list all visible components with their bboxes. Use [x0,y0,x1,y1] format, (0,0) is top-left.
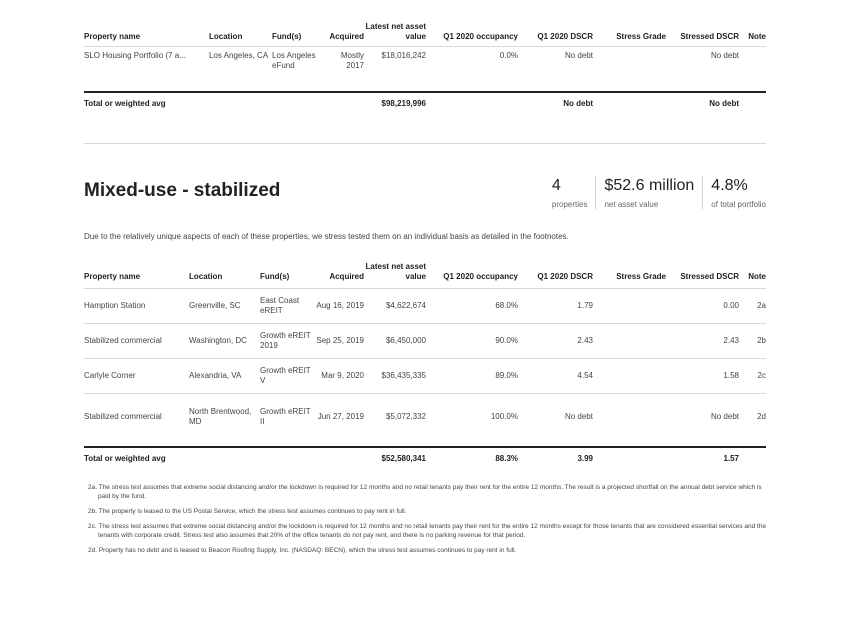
cell-acquired: Sep 25, 2019 [315,324,364,359]
table-row [84,47,766,93]
total-nav: $52,580,341 [381,454,427,463]
main-total-row [84,446,766,464]
cell-nav: $36,435,335 [364,359,426,394]
col-nav: Latest net asset value [365,262,426,281]
col-occupancy: Q1 2020 occupancy [443,272,518,281]
total-occupancy: 88.3% [495,454,519,463]
cell-funds: Growth eREIT 2019 [260,324,315,359]
page [84,0,766,622]
section-stats [552,176,766,209]
col-stressed-dscr: Stressed DSCR [680,272,739,281]
cell-dscr: No debt [518,394,593,441]
table-row [84,359,766,394]
stat-net-asset-value [595,176,702,209]
cell-name: Carlyle Corner [84,359,189,394]
cell-name: Stabilized commercial [84,394,189,441]
stat-label: of total portfolio [711,200,766,209]
cell-funds: Los Angeles eFund [272,47,322,93]
cell-occupancy: 100.0% [426,394,518,441]
col-property-name: Property name [84,272,141,281]
top-table-header [84,22,766,47]
cell-dscr: 4.54 [518,359,593,394]
table-row [84,324,766,359]
stat-portfolio-share [702,176,766,209]
cell-occupancy: 89.0% [426,359,518,394]
cell-occupancy: 90.0% [426,324,518,359]
top-property-table [84,22,766,92]
col-note: Note [748,32,766,41]
total-nav: $98,219,996 [381,99,427,108]
cell-stressed-dscr: 0.00 [666,289,739,324]
cell-occupancy: 0.0% [426,47,518,93]
cell-dscr: 1.79 [518,289,593,324]
col-occupancy: Q1 2020 occupancy [443,32,518,41]
footnote-2d: 2d. Property has no debt and is leased to Beacon Roofing Supply, Inc. (NASDAQ: BECN), which the stress test assumes continues to pay rent in full. [88,547,517,554]
cell-location: North Brentwood, MD [189,394,260,441]
total-dscr: No debt [563,99,594,108]
cell-location: Washington, DC [189,324,260,359]
cell-name: Stabilized commercial [84,324,189,359]
section-divider [84,143,766,144]
cell-stress-grade [593,359,666,394]
mixed-use-property-table [84,262,766,440]
cell-location: Los Angeles, CA [209,47,272,93]
total-label: Total or weighted avg [84,454,166,463]
cell-dscr: No debt [518,47,593,93]
cell-note: 2b [739,324,766,359]
footnote-2b: 2b. The property is leased to the US Postal Service, which the stress test assumes continues to pay rent in full. [88,508,407,515]
cell-acquired: Mostly 2017 [322,47,364,93]
col-dscr: Q1 2020 DSCR [537,272,593,281]
cell-funds: Growth eREIT V [260,359,315,394]
stat-label: net asset value [604,200,659,209]
stat-properties [552,176,596,209]
section-title: Mixed-use - stabilized [84,180,281,201]
cell-location: Greenville, SC [189,289,260,324]
col-stress-grade: Stress Grade [616,32,666,41]
table-row [84,289,766,324]
cell-name: SLO Housing Portfolio (7 a... [84,47,209,93]
stat-value: 4 [551,177,561,194]
cell-acquired: Aug 16, 2019 [315,289,364,324]
total-stressed-dscr: No debt [709,99,740,108]
col-location: Location [209,32,243,41]
cell-stress-grade [593,289,666,324]
section-description: Due to the relatively unique aspects of each of these properties, we stress tested them on an individual basis as detailed in the footnotes. [84,232,569,241]
cell-dscr: 2.43 [518,324,593,359]
cell-nav: $4,622,674 [364,289,426,324]
cell-nav: $5,072,332 [364,394,426,441]
cell-stress-grade [593,394,666,441]
cell-acquired: Jun 27, 2019 [315,394,364,441]
cell-note: 2a [739,289,766,324]
cell-stress-grade [593,324,666,359]
cell-occupancy: 68.0% [426,289,518,324]
stat-label: properties [551,200,588,209]
cell-funds: East Coast eREIT [260,289,315,324]
total-dscr: 3.99 [577,454,594,463]
cell-stress-grade [593,47,666,93]
cell-stressed-dscr: No debt [666,47,739,93]
col-acquired: Acquired [329,272,364,281]
col-funds: Fund(s) [272,32,302,41]
col-location: Location [189,272,223,281]
col-property-name: Property name [84,32,141,41]
col-dscr: Q1 2020 DSCR [537,32,593,41]
stat-value: $52.6 million [604,177,695,194]
col-acquired: Acquired [329,32,364,41]
total-stressed-dscr: 1.57 [723,454,740,463]
cell-note: 2d [739,394,766,441]
cell-nav: $6,450,000 [364,324,426,359]
cell-acquired: Mar 9, 2020 [315,359,364,394]
footnote-2a: 2a. The stress test assumes that extreme social distancing and/or the lockdown is required for 12 months and no retail tenants pay their rent for the entire 12 months. The result is a projected shortfall on the annual debt service which is paid by the fund. [88,484,762,500]
col-nav: Latest net asset value [365,22,426,41]
col-funds: Fund(s) [260,272,290,281]
stat-value: 4.8% [711,177,748,194]
col-stressed-dscr: Stressed DSCR [680,32,739,41]
cell-funds: Growth eREIT II [260,394,315,441]
cell-note: 2c [739,359,766,394]
cell-stressed-dscr: 2.43 [666,324,739,359]
table-row [84,394,766,441]
top-total-row [84,91,766,109]
col-note: Note [748,272,766,281]
cell-stressed-dscr: 1.58 [666,359,739,394]
cell-note [739,47,766,93]
cell-stressed-dscr: No debt [666,394,739,441]
cell-location: Alexandria, VA [189,359,260,394]
main-table-header [84,262,766,289]
cell-nav: $18,016,242 [364,47,426,93]
footnotes [88,483,768,561]
cell-name: Hamption Station [84,289,189,324]
total-label: Total or weighted avg [84,99,166,108]
footnote-2c: 2c. The stress test assumes that extreme social distancing and/or the lockdown is required for 12 months and no retail tenants pay their rent for the entire 12 months except for those tenants that are considered essential services and the tenants with corporate credit. Stress test also assumes that 20% of the office tenants do not pay rent, and there is no parking revenue for that period. [88,523,767,539]
col-stress-grade: Stress Grade [616,272,666,281]
